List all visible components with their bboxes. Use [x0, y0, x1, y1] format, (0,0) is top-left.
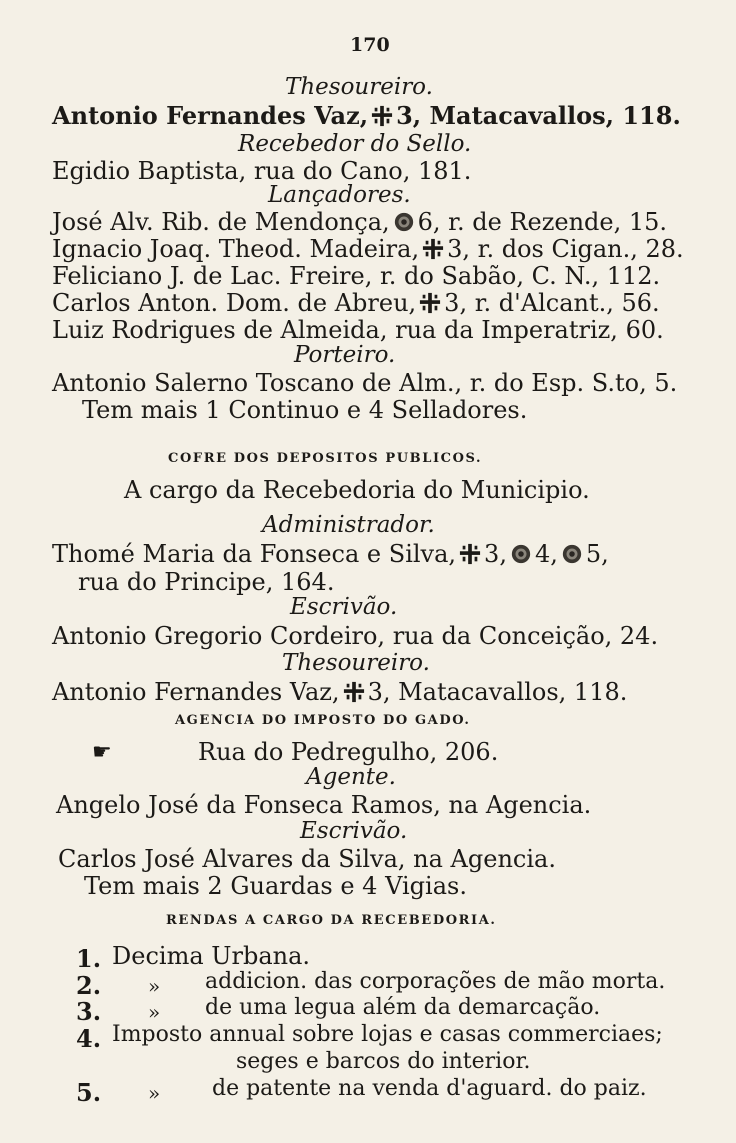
escrivao-line: Carlos José Alvares da Silva, na Agencia. [58, 845, 556, 873]
lancador-address: 6, r. de Rezende, 15. [417, 208, 668, 236]
section-title: AGENCIA DO IMPOSTO DO GADO. [175, 713, 471, 728]
ditto-mark: » [148, 1081, 161, 1105]
section-title: COFRE DOS DEPOSITOS PUBLICOS. [168, 451, 483, 466]
porteiro-line: Antonio Salerno Toscano de Alm., r. do Esp. S.to, 5. [52, 369, 678, 397]
agente-line: Angelo José da Fonseca Ramos, na Agencia. [56, 791, 592, 819]
renda-item: Decima Urbana. [112, 942, 311, 970]
thesoureiro-address: 3, Matacavallos, 118. [367, 678, 628, 706]
order-cross-icon [422, 238, 444, 260]
renda-item: Imposto annual sobre lojas e casas commerciaes; [112, 1022, 663, 1047]
porteiro-heading: Porteiro. [294, 342, 396, 368]
renda-item: de patente na venda d'aguard. do paiz. [212, 1076, 647, 1101]
item-number: 2. [76, 971, 102, 1000]
thesoureiro-line [52, 680, 627, 704]
item-number: 4. [76, 1024, 102, 1053]
thesoureiro-address: 3, Matacavallos, 118. [396, 101, 681, 130]
page-number: 170 [350, 34, 390, 56]
section-title: RENDAS A CARGO DA RECEBEDORIA. [166, 913, 497, 928]
rosette-medal-icon [510, 543, 532, 565]
agente-heading: Agente. [306, 764, 396, 790]
thesoureiro-line [52, 101, 681, 130]
pointing-hand-icon: ☛ [92, 740, 112, 765]
thesoureiro-heading: Thesoureiro. [285, 74, 433, 100]
item-number: 5. [76, 1078, 102, 1107]
lancadores-heading: Lançadores. [268, 182, 411, 208]
recebedor-line: Egidio Baptista, rua do Cano, 181. [52, 157, 472, 185]
rosette-medal-icon [393, 211, 415, 233]
thesoureiro-heading: Thesoureiro. [282, 650, 430, 676]
order-cross-icon [459, 543, 481, 565]
lancador-entry [52, 237, 684, 261]
renda-item: de uma legua além da demarcação. [205, 995, 601, 1020]
lancador-entry [52, 210, 667, 234]
administrador-line [52, 542, 609, 566]
ditto-mark: » [148, 1000, 161, 1024]
lancador-name: Ignacio Joaq. Theod. Madeira, [52, 235, 420, 263]
renda-item: addicion. das corporações de mão morta. [205, 969, 666, 994]
thesoureiro-name: Antonio Fernandes Vaz, [52, 101, 369, 130]
recebedor-heading: Recebedor do Sello. [238, 131, 472, 157]
lancador-entry [52, 291, 660, 315]
lancador-entry: Feliciano J. de Lac. Freire, r. do Sabão, C. N., 112. [52, 262, 661, 290]
renda-item-continuation: seges e barcos do interior. [236, 1049, 531, 1074]
administrador-heading: Administrador. [262, 512, 435, 538]
escrivao-heading: Escrivão. [300, 818, 408, 844]
lancador-address: 3, r. d'Alcant., 56. [444, 289, 660, 317]
escrivao-line: Antonio Gregorio Cordeiro, rua da Conceição, 24. [52, 622, 659, 650]
item-number: 1. [76, 944, 102, 973]
administrador-grade: 4, [534, 540, 558, 568]
lancador-name: Carlos Anton. Dom. de Abreu, [52, 289, 417, 317]
tem-mais-line: Tem mais 2 Guardas e 4 Vigias. [84, 872, 467, 900]
escrivao-heading: Escrivão. [290, 594, 398, 620]
administrador-address: rua do Principe, 164. [78, 568, 335, 596]
section-subtitle: A cargo da Recebedoria do Municipio. [124, 476, 590, 504]
item-number: 3. [76, 997, 102, 1026]
order-cross-icon [343, 681, 365, 703]
tem-mais-line: Tem mais 1 Continuo e 4 Selladores. [82, 396, 528, 424]
rosette-medal-icon [561, 543, 583, 565]
lancador-name: José Alv. Rib. de Mendonça, [52, 208, 390, 236]
lancador-address: 3, r. dos Cigan., 28. [447, 235, 684, 263]
thesoureiro-name: Antonio Fernandes Vaz, [52, 678, 340, 706]
administrador-name: Thomé Maria da Fonseca e Silva, [52, 540, 457, 568]
lancador-entry: Luiz Rodrigues de Almeida, rua da Imperatriz, 60. [52, 316, 664, 344]
ditto-mark: » [148, 974, 161, 998]
administrador-grade: 5, [585, 540, 609, 568]
agencia-address: Rua do Pedregulho, 206. [198, 738, 499, 766]
order-cross-icon [419, 292, 441, 314]
order-cross-icon [371, 105, 393, 127]
administrador-grade: 3, [484, 540, 507, 568]
